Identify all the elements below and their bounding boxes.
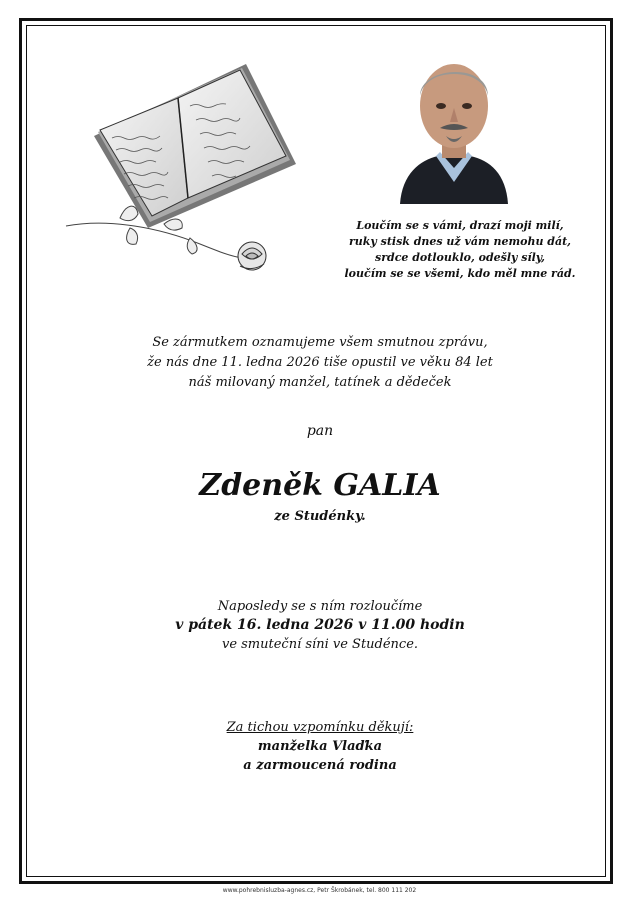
funeral-place: ve smuteční síni ve Studénce. [221,637,419,652]
deceased-origin: ze Studénky. [274,509,366,524]
poem-line: loučím se se všemi, kdo měl mne rád. [344,267,576,280]
mourner: manželka Vlaďka [257,739,383,754]
poem-line: srdce dotlouklo, odešly síly, [375,251,545,264]
funeral-details [60,597,580,654]
thanks-heading: Za tichou vzpomínku děkují: [226,720,414,735]
book-with-rose-illustration [60,58,300,278]
farewell-intro: Naposledy se s ním rozloučíme [217,599,423,614]
portrait-photo [398,56,510,204]
poem [320,218,600,282]
honorific: pan [306,423,334,439]
mourner: a zarmoucená rodina [243,758,397,773]
funeral-datetime: v pátek 16. ledna 2026 v 11.00 hodin [175,617,465,633]
poem-line: Loučím se s vámi, drazí moji milí, [356,219,564,232]
announcement-line: Se zármutkem oznamujeme všem smutnou zprávu, [152,335,488,350]
poem-line: ruky stisk dnes už vám nemohu dát, [348,235,572,248]
thanks-section [60,718,580,775]
announcement-line: náš milovaný manžel, tatínek a dědeček [188,375,452,390]
footer-contact: www.pohrebnisluzba-agnes.cz, Petr Škrobánek, tel. 800 111 202 [222,887,417,894]
announcement-line: že nás dne 11. ledna 2026 tiše opustil ve věku 84 let [147,355,493,370]
announcement [60,333,580,393]
deceased-name: Zdeněk GALIA [199,468,441,503]
